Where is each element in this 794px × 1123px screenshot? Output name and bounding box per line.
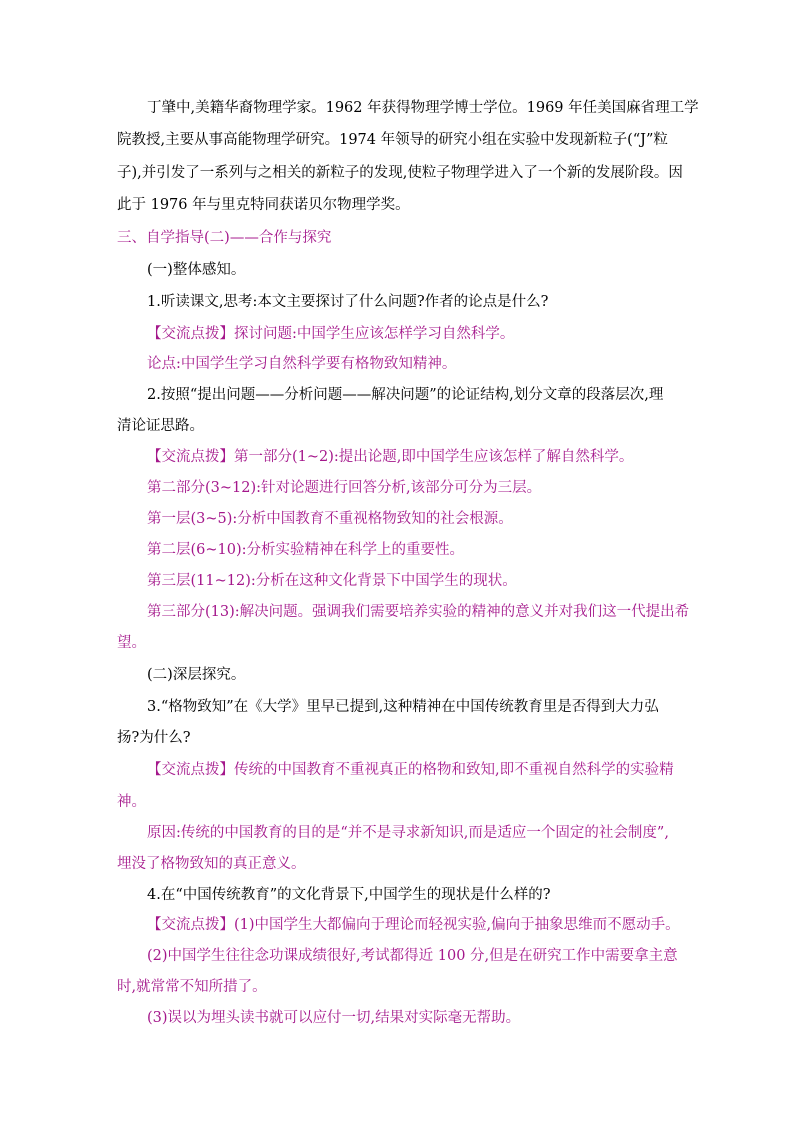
answer-2-line-5: 第三层(11~12):分析在这种文化背景下中国学生的现状。 [147, 573, 517, 589]
answer-3-line-3: 原因:传统的中国教育的目的是“并不是寻求新知识,而是适应一个固定的社会制度”, [147, 825, 669, 841]
question-3-line-1: 3.“格物致知”在《大学》里早已提到,这种精神在中国传统教育里是否得到大力弘 [147, 699, 659, 715]
answer-3-line-1: 【交流点拨】传统的中国教育不重视真正的格物和致知,即不重视自然科学的实验精 [147, 762, 674, 778]
answer-2-line-2: 第二部分(3~12):针对论题进行回答分析,该部分可分为三层。 [147, 480, 542, 496]
answer-2-line-1: 【交流点拨】第一部分(1~2):提出论题,即中国学生应该怎样了解自然科学。 [147, 449, 634, 465]
question-2-line-2: 清论证思路。 [117, 418, 204, 434]
section-heading: 三、自学指导(二)——合作与探究 [117, 230, 332, 246]
subsection-deep: (二)深层探究。 [147, 667, 246, 683]
answer-1-line-1: 【交流点拨】探讨问题:中国学生应该怎样学习自然科学。 [147, 326, 515, 342]
bio-line-2: 院教授,主要从事高能物理学研究。1974 年领导的研究小组在实验中发现新粒子(“J”粒 [117, 132, 668, 148]
answer-2-line-7: 望。 [117, 635, 146, 651]
answer-4-line-2: (2)中国学生往往念功课成绩很好,考试都得近 100 分,但是在研究工作中需要拿主意 [147, 948, 678, 964]
subsection-overall: (一)整体感知。 [147, 262, 246, 278]
bio-line-3: 子),并引发了一系列与之相关的新粒子的发现,使粒子物理学进入了一个新的发展阶段。因 [117, 165, 683, 181]
answer-4-line-3: 时,就常常不知所措了。 [117, 979, 267, 995]
answer-2-line-3: 第一层(3~5):分析中国教育不重视格物致知的社会根源。 [147, 511, 513, 527]
answer-2-line-4: 第二层(6~10):分析实验精神在科学上的重要性。 [147, 542, 465, 558]
answer-4-line-4: (3)误以为埋头读书就可以应付一切,结果对实际毫无帮助。 [147, 1010, 521, 1026]
question-2-line-1: 2.按照“提出问题——分析问题——解决问题”的论证结构,划分文章的段落层次,理 [147, 387, 664, 403]
question-4: 4.在“中国传统教育”的文化背景下,中国学生的现状是什么样的? [147, 887, 551, 903]
answer-4-line-1: 【交流点拨】(1)中国学生大都偏向于理论而轻视实验,偏向于抽象思维而不愿动手。 [147, 917, 680, 933]
bio-line-4: 此于 1976 年与里克特同获诺贝尔物理学奖。 [117, 197, 410, 213]
answer-2-line-6: 第三部分(13):解决问题。强调我们需要培养实验的精神的意义并对我们这一代提出希 [147, 604, 690, 620]
answer-3-line-4: 埋没了格物致知的真正意义。 [117, 856, 306, 872]
bio-line-1: 丁肇中,美籍华裔物理学家。1962 年获得物理学博士学位。1969 年任美国麻省理工学 [147, 100, 699, 116]
question-1: 1.听读课文,思考:本文主要探讨了什么问题?作者的论点是什么? [147, 294, 549, 310]
answer-3-line-2: 神。 [117, 794, 146, 810]
question-3-line-2: 扬?为什么? [117, 730, 191, 746]
answer-1-line-2: 论点:中国学生学习自然科学要有格物致知精神。 [147, 356, 457, 372]
